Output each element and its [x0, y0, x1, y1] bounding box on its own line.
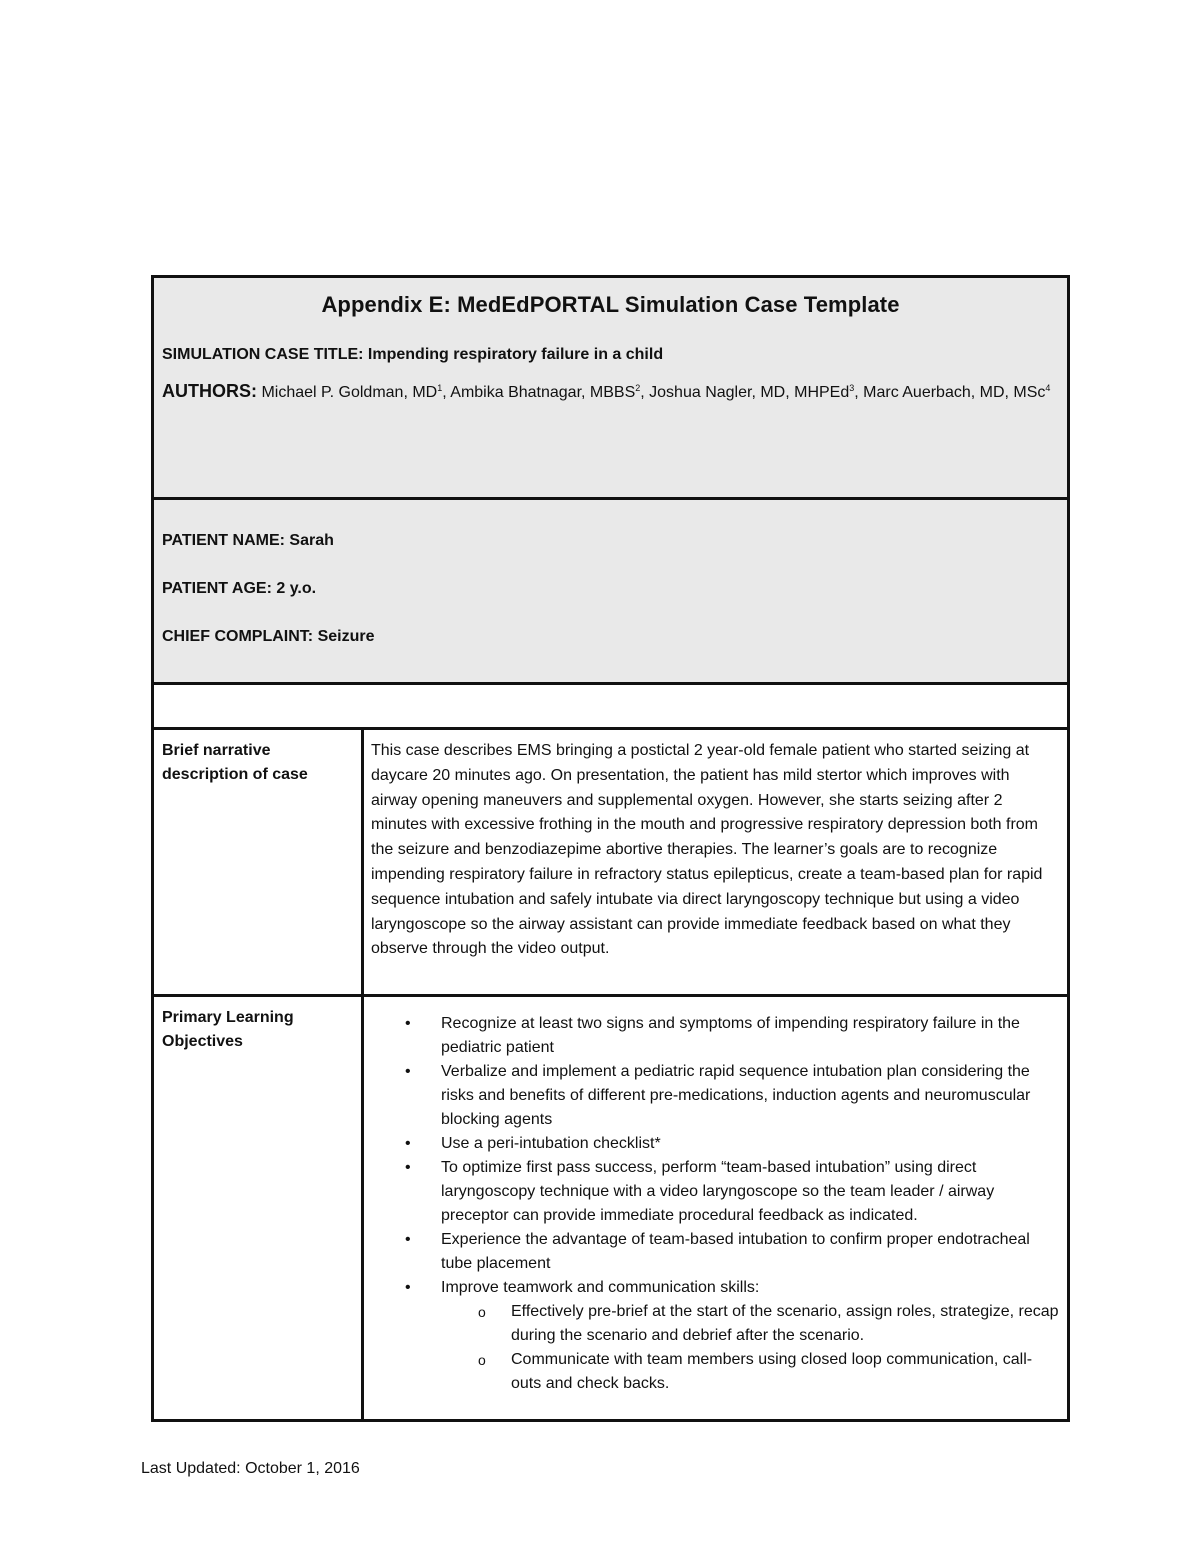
author-separator: ,: [854, 384, 864, 401]
objectives-label: Primary Learning Objectives: [154, 997, 364, 1419]
objective-text: Improve teamwork and communication skills:: [441, 1279, 760, 1296]
chief-complaint-line: [162, 626, 1059, 648]
objective-text: Verbalize and implement a pediatric rapid sequence intubation plan considering the risks and benefits of different pre-medications, induction agents and neuromuscular blocking agents: [441, 1063, 1031, 1128]
author-affiliation: 4: [1045, 383, 1051, 393]
bullet-icon: •: [405, 1279, 411, 1296]
sub-objective-text: Effectively pre-brief at the start of the scenario, assign roles, strategize, recap during the scenario and debrief after the scenario.: [511, 1303, 1059, 1344]
sub-list-item: [371, 1300, 1059, 1348]
author-name: Marc Auerbach, MD, MSc: [863, 384, 1046, 401]
bullet-icon: •: [405, 1231, 411, 1248]
patient-age-line: [162, 578, 1059, 600]
last-updated-footer: Last Updated: October 1, 2016: [141, 1460, 360, 1477]
patient-name-line: [162, 530, 1059, 552]
objective-text: Recognize at least two signs and symptoms of impending respiratory failure in the pediatric patient: [441, 1015, 1020, 1056]
bullet-icon: •: [405, 1063, 411, 1080]
list-item: [371, 1228, 1059, 1276]
case-title-value: Impending respiratory failure in a child: [367, 346, 664, 363]
list-item: [371, 1060, 1059, 1132]
authors-label: AUTHORS:: [162, 381, 257, 401]
author-separator: ,: [640, 384, 650, 401]
objective-text: Experience the advantage of team-based intubation to confirm proper endotracheal tube placement: [441, 1231, 1030, 1272]
patient-age-label: PATIENT AGE:: [162, 580, 272, 597]
bullet-icon: •: [405, 1015, 411, 1032]
objectives-sublist: [441, 1300, 1059, 1396]
patient-age-value: 2 y.o.: [276, 580, 317, 597]
bullet-icon: •: [405, 1159, 411, 1176]
author-affiliation: 3: [849, 383, 855, 393]
sub-bullet-icon: o: [478, 1304, 486, 1320]
page-title: Appendix E: MedEdPORTAL Simulation Case Template: [321, 292, 900, 317]
authors-line: [162, 380, 1057, 404]
narrative-text: This case describes EMS bringing a postictal 2 year-old female patient who started seizing at daycare 20 minutes ago. On presentation, the patient has mild stertor which improves with airway opening maneuvers and supplemental oxygen. However, she starts seizing after 2 minutes with excessive frothing in the mouth and progressive respiratory depression both from the seizure and benzodiazepime abortive therapies. The learner’s goals are to recognize impending respiratory failure in refractory status epilepticus, create a team-based plan for rapid sequence intubation and safely intubate via direct laryngoscopy technique but using a video laryngoscope so the airway assistant can provide immediate feedback based on what they observe through the video output.: [371, 742, 1043, 958]
author-affiliation: 1: [437, 383, 443, 393]
patient-name-label: PATIENT NAME:: [162, 532, 285, 549]
objectives-list: [371, 1012, 1059, 1396]
narrative-label: Brief narrative description of case: [154, 730, 364, 994]
patient-name-value: Sarah: [289, 532, 334, 549]
author-name: Joshua Nagler, MD, MHPEd: [649, 384, 850, 401]
objectives-cell: [364, 997, 1067, 1419]
list-item: [371, 1156, 1059, 1228]
patient-section: [154, 500, 1067, 685]
objective-text: Use a peri-intubation checklist*: [441, 1135, 661, 1152]
list-item: [371, 1012, 1059, 1060]
bullet-icon: •: [405, 1135, 411, 1152]
header-section: [154, 278, 1067, 500]
author-affiliation: 2: [635, 383, 641, 393]
sub-bullet-icon: o: [478, 1352, 486, 1368]
case-template-table: [151, 275, 1070, 1422]
objective-text: To optimize first pass success, perform “team-based intubation” using direct laryngoscopy technique with a video laryngoscope so the team leader / airway preceptor can provide immediate procedural feedback as indicated.: [441, 1159, 995, 1224]
list-item: [371, 1276, 1059, 1396]
blank-row: [154, 685, 1067, 730]
chief-complaint-value: Seizure: [317, 628, 375, 645]
case-title-label: SIMULATION CASE TITLE:: [162, 346, 364, 363]
sub-list-item: [371, 1348, 1059, 1396]
author-name: Ambika Bhatnagar, MBBS: [450, 384, 636, 401]
narrative-row: [154, 730, 1067, 997]
case-title-line: [162, 344, 1059, 366]
author-separator: ,: [442, 384, 451, 401]
author-name: Michael P. Goldman, MD: [261, 384, 438, 401]
list-item: [371, 1132, 1059, 1156]
sub-objective-text: Communicate with team members using closed loop communication, call-outs and check backs.: [511, 1351, 1033, 1392]
objectives-row: [154, 997, 1067, 1419]
chief-complaint-label: CHIEF COMPLAINT:: [162, 628, 314, 645]
narrative-cell: [364, 730, 1067, 994]
